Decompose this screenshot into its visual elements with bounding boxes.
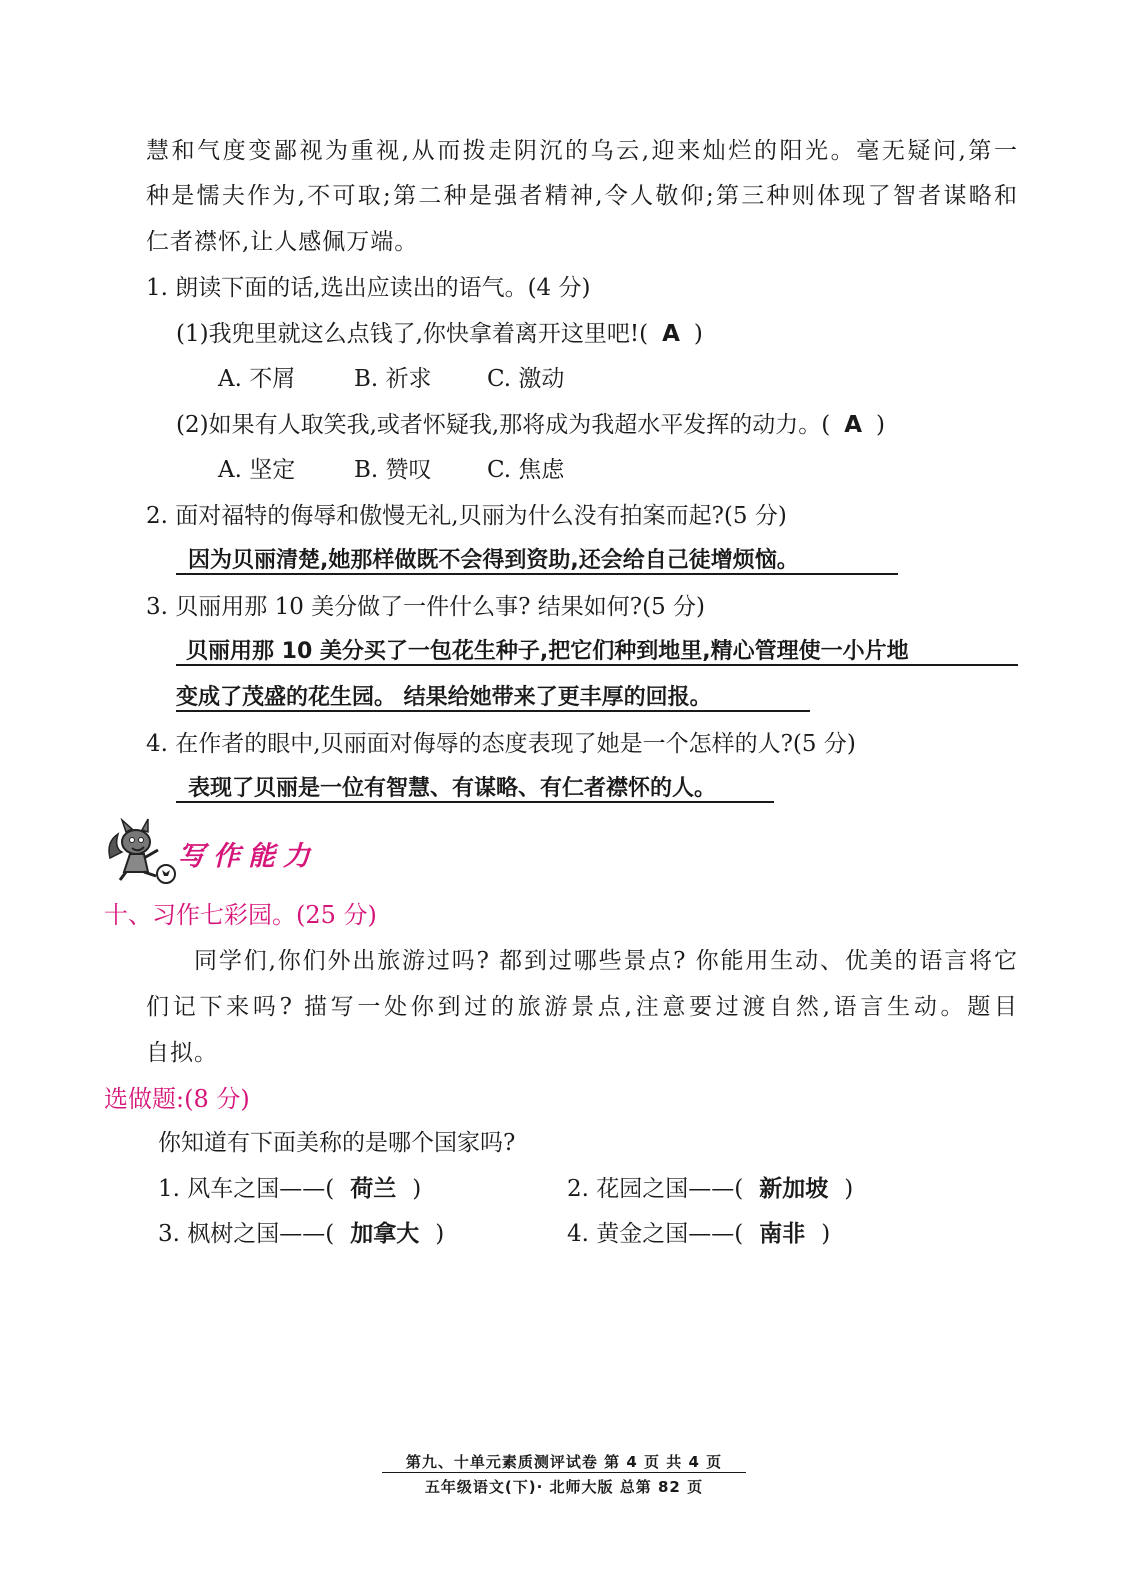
passage-line-3: 仁者襟怀,让人感佩万端。 <box>146 229 419 255</box>
optional-item-3-close: ) <box>435 1221 445 1247</box>
question-2-stem: 2. 面对福特的侮辱和傲慢无礼,贝丽为什么没有拍案而起?(5 分) <box>146 503 787 529</box>
optional-item-3-answer: 加拿大 <box>350 1221 420 1247</box>
passage-line-1: 慧和气度变鄙视为重视,从而拨走阴沉的乌云,迎来灿烂的阳光。毫无疑问,第一 <box>146 138 1018 164</box>
optional-item-2-label: 2. 花园之国——( <box>567 1176 744 1202</box>
question-1-2-answer: A <box>844 412 862 438</box>
question-4-stem: 4. 在作者的眼中,贝丽面对侮辱的态度表现了她是一个怎样的人?(5 分) <box>146 731 856 757</box>
question-3-stem: 3. 贝丽用那 10 美分做了一件什么事? 结果如何?(5 分) <box>146 594 706 620</box>
question-1-2-text: (2)如果有人取笑我,或者怀疑我,那将成为我超水平发挥的动力。( <box>176 412 831 438</box>
optional-item-3 <box>158 1219 444 1249</box>
passage-line-2: 种是懦夫作为,不可取;第二种是强者精神,令人敬仰;第三种则体现了智者谋略和 <box>146 183 1018 209</box>
answer-underline <box>176 710 810 712</box>
answer-underline <box>176 664 1018 666</box>
optional-item-2 <box>567 1174 853 1204</box>
writing-heading: 十、习作七彩园。(25 分) <box>104 901 377 929</box>
question-3-answer-line-1: 贝丽用那 10 美分买了一包花生种子,把它们种到地里,精心管理使一小片地 <box>186 639 909 664</box>
option-1-1-c: C. 激动 <box>487 366 565 392</box>
option-1-1-a: A. 不屑 <box>218 366 296 392</box>
question-1-2 <box>176 410 885 440</box>
option-1-2-b: B. 赞叹 <box>354 457 432 483</box>
question-1-2-close: ) <box>876 412 885 438</box>
optional-item-1-answer: 荷兰 <box>350 1176 397 1202</box>
option-1-2-c: C. 焦虑 <box>487 457 565 483</box>
writing-prompt-line-3: 自拟。 <box>146 1040 218 1066</box>
question-1-1-answer: A <box>662 321 680 347</box>
optional-item-1 <box>158 1174 421 1204</box>
optional-item-2-close: ) <box>844 1176 854 1202</box>
optional-item-1-close: ) <box>412 1176 422 1202</box>
answer-underline <box>176 801 774 803</box>
optional-intro: 你知道有下面美称的是哪个国家吗? <box>158 1130 516 1156</box>
question-1-stem: 1. 朗读下面的话,选出应读出的语气。(4 分) <box>146 275 591 301</box>
option-1-2-a: A. 坚定 <box>218 457 296 483</box>
optional-heading: 选做题:(8 分) <box>104 1085 250 1113</box>
writing-prompt-line-2: 们记下来吗? 描写一处你到过的旅游景点,注意要过渡自然,语言生动。题目 <box>146 994 1018 1020</box>
writing-prompt-line-1-text: 同学们,你们外出旅游过吗? 都到过哪些景点? 你能用生动、优美的语言将它 <box>194 948 1018 974</box>
question-1-1-text: (1)我兜里就这么点钱了,你快拿着离开这里吧!( <box>176 321 649 347</box>
question-3-answer-line-2: 变成了茂盛的花生园。 结果给她带来了更丰厚的回报。 <box>176 685 712 710</box>
answer-underline <box>176 573 898 575</box>
optional-item-2-answer: 新加坡 <box>759 1176 829 1202</box>
footer-divider <box>382 1472 746 1473</box>
optional-item-4-close: ) <box>821 1221 831 1247</box>
question-1-1-close: ) <box>693 321 703 347</box>
footer-edition-info: 五年级语文(下)· 北师大版 总第 82 页 <box>424 1478 704 1496</box>
question-2-answer: 因为贝丽清楚,她那样做既不会得到资助,还会给自己徒增烦恼。 <box>188 548 799 573</box>
optional-item-4-answer: 南非 <box>759 1221 806 1247</box>
section-title: 写作能力 <box>178 841 318 872</box>
question-4-answer: 表现了贝丽是一位有智慧、有谋略、有仁者襟怀的人。 <box>188 776 717 801</box>
question-1-1 <box>176 319 703 349</box>
footer-page-info: 第九、十单元素质测评试卷 第 4 页 共 4 页 <box>405 1453 723 1471</box>
writing-prompt-line-1 <box>146 946 1018 976</box>
option-1-1-b: B. 祈求 <box>354 366 432 392</box>
optional-item-4-label: 4. 黄金之国——( <box>567 1221 744 1247</box>
optional-item-1-label: 1. 风车之国——( <box>158 1176 335 1202</box>
optional-item-4 <box>567 1219 830 1249</box>
optional-item-3-label: 3. 枫树之国——( <box>158 1221 335 1247</box>
mascot-icon <box>104 818 182 884</box>
